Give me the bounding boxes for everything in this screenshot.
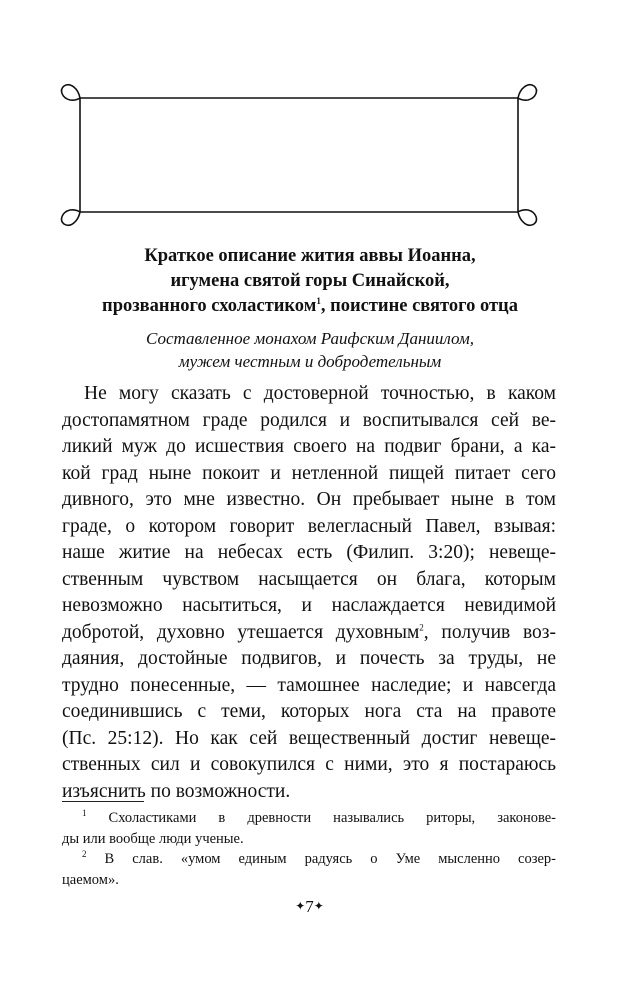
footnote-1 [62,808,556,849]
ornament-left-icon: ✦ [295,899,306,913]
footnote-marker: 1 [82,808,87,819]
footnote-divider [62,801,144,802]
body-line: дивного, это мне известно. Он пребывает ныне в том [62,489,556,510]
chapter-title [60,244,560,319]
body-line-text: , получив воз- [423,621,556,643]
body-line-with-note [62,620,556,647]
body-line: ственным чувством насыщается он блага, которым [62,568,556,590]
footnote-line: ды или вообще люди ученые. [62,830,244,847]
footnote-ref-1: 1 [316,295,321,306]
page-number-value: 7 [305,897,314,916]
title-line-2: игумена святой горы Синайской, [170,271,450,291]
body-line: наше житие на небесах есть (Филип. 3:20); невеще- [62,542,556,563]
footnote-2 [62,849,556,890]
footnote-ref-2: 2 [419,622,424,632]
body-line: (Пс. 25:12). Но как сей вещественный достиг невеще- [62,727,556,749]
chapter-subtitle [60,327,560,373]
body-line: достопамятном граде родился и воспитывался сей ве- [62,409,556,431]
body-line: трудно понесенные, — тамошнее наследие; и навсегда [62,674,556,696]
decorative-frame [58,76,540,234]
footnote-line [62,849,556,870]
footnote-marker: 2 [82,849,87,860]
footnote-line [62,808,556,829]
footnote-text: В слав. «умом единым радуясь о Уме мысленно созер- [86,851,556,867]
subtitle-line-1: Составленное монахом Раифским Даниилом, [146,329,474,348]
ornament-right-icon: ✦ [313,899,324,913]
body-line: Не могу сказать с достоверной точностью, в каком [84,383,556,404]
title-line-3-end: , поистине святого отца [320,296,518,316]
page-number [0,897,619,917]
body-line: ликий муж до исшествия своего на подвиг брани, а ка- [62,436,556,457]
frame-ornament-icon [58,76,540,234]
title-line-1: Краткое описание жития аввы Иоанна, [144,246,476,266]
body-line: ственных сил и совокупился с ними, это я постараюсь [62,754,556,775]
body-line: граде, о котором говорит велегласный Павел, взывая: [62,515,556,537]
body-text [62,381,556,805]
body-line: кой град ныне покоит и нетленной пищей питает сего [62,462,556,484]
body-line: соединившись с теми, которых нога ста на правоте [62,701,556,722]
footnote-text: Схоластиками в древности назывались риторы, законове- [86,810,556,826]
body-line: невозможно насытиться, и наслаждается невидимой [62,595,556,616]
body-line-text: добротой, духовно утешается духовным [62,621,420,643]
body-line: даяния, достойные подвигов, и почесть за труды, не [62,648,556,669]
subtitle-line-2: мужем честным и добродетельным [178,352,442,371]
title-line-3-text: прозванного схоластиком [102,296,317,316]
footnotes [62,808,556,890]
body-line: изъяснить по возможности. [62,780,291,802]
footnote-line: цаемом». [62,871,119,888]
title-line-3 [60,294,560,319]
